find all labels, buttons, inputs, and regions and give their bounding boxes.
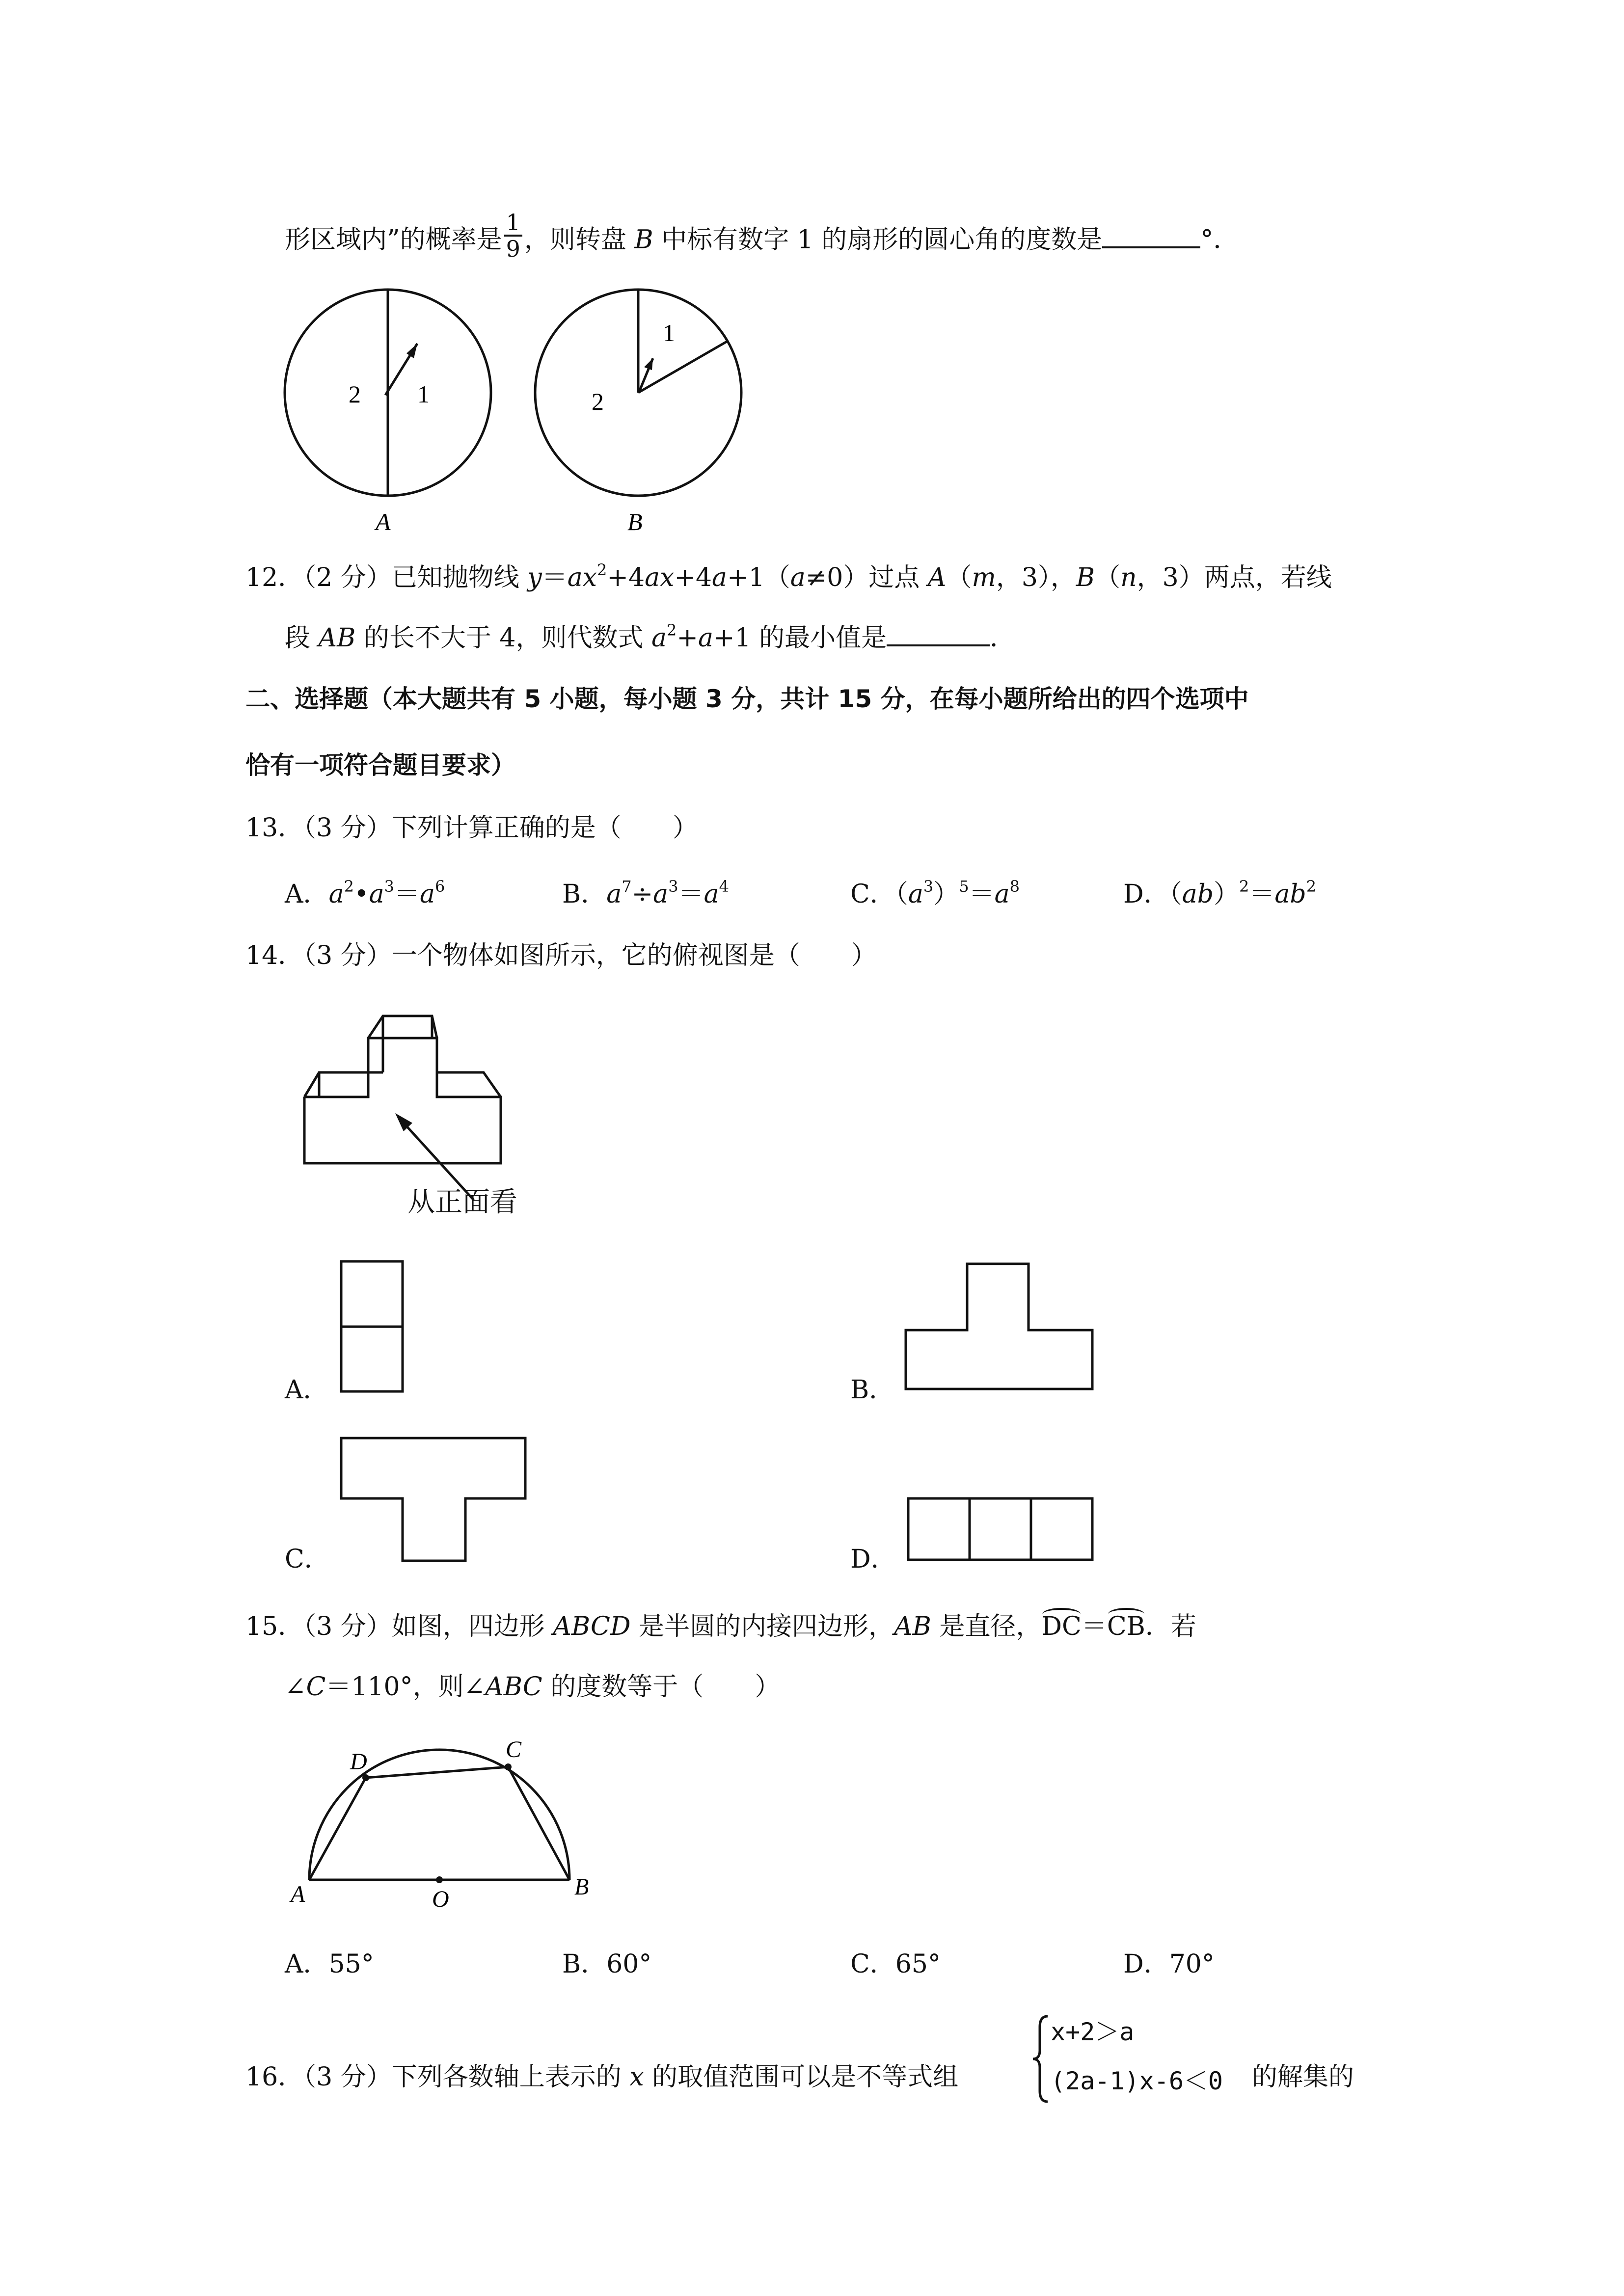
answer-blank[interactable]: [1102, 223, 1200, 248]
q12-line2: 段 AB 的长不大于 4，则代数式 $a^2+a+1$ 的最小值是 ．: [285, 621, 1016, 653]
q13-option-a[interactable]: A．$a^2•a^3=a^6$: [285, 877, 445, 909]
q16-line: 16．（3 分）下列各数轴上表示的 x 的取值范围可以是不等式组: [245, 2062, 959, 2092]
q14-option-c-figure[interactable]: [339, 1436, 530, 1566]
arc-dc: DC: [1041, 1612, 1082, 1641]
spinner-a-name: A: [376, 508, 391, 535]
section-heading: 二、选择题（本大题共有 5 小题，每小题 3 分，共计 15 分，在每小题所给出的四个选项中: [245, 685, 1249, 713]
answer-blank[interactable]: [887, 621, 990, 646]
q15-option-c[interactable]: C．65°: [850, 1949, 941, 1979]
inequality-system: [1031, 2012, 1262, 2106]
q14-option-d-figure[interactable]: [906, 1496, 1097, 1565]
q11-fraction: $\frac{1}{9}$: [504, 210, 522, 261]
spinner-b-name: B: [627, 508, 643, 535]
q12-line1: 12．（2 分）已知抛物线 $y=ax^2+4ax+4a+1(a\ne 0)$过点 A（m，3），B（n，3）两点，若线: [245, 561, 1332, 592]
q15-option-a[interactable]: A．55°: [285, 1949, 374, 1979]
q13-stem: 13．（3 分）下列计算正确的是（ ）: [245, 813, 698, 843]
label-d: D: [350, 1749, 367, 1775]
q11-text-line: 形区域内”的概率是 $\frac{1}{9}$ ，则转盘 B 中标有数字 1 的扇形的圆心角的度数是 °．: [285, 209, 1239, 262]
q14-option-b-label[interactable]: B．: [850, 1375, 895, 1405]
q13-option-b[interactable]: B．$a^7\div a^3=a^4$: [562, 877, 729, 909]
q15-line1: 15．（3 分）如图，四边形 ABCD 是半圆的内接四边形，AB 是直径，DC＝CB．若: [245, 1612, 1196, 1641]
spinner-b: [535, 290, 741, 535]
q16-line-end: 的解集的: [1252, 2062, 1354, 2092]
q14-option-a-figure[interactable]: [339, 1259, 407, 1396]
brace-icon: [1031, 2012, 1051, 2106]
q14-option-b-figure[interactable]: [903, 1261, 1097, 1394]
label-o: O: [432, 1886, 449, 1912]
spinner-a: [285, 290, 491, 535]
spinner-b-rest-label: 2: [592, 388, 604, 415]
q14-option-c-label[interactable]: C．: [285, 1545, 330, 1574]
spinner-a-label-1: 1: [417, 380, 430, 408]
q14-option-a-label[interactable]: A．: [285, 1375, 329, 1405]
q15-option-d[interactable]: D．70°: [1123, 1949, 1215, 1979]
inequality-1: x+2＞a: [1051, 2018, 1135, 2046]
arc-cb: CB: [1107, 1612, 1145, 1641]
q14-option-d-label[interactable]: D．: [850, 1545, 896, 1574]
q11-figure-spinners: [275, 285, 815, 540]
q13-option-d[interactable]: D．$(ab)^2=ab^2$: [1123, 877, 1317, 909]
label-b: B: [574, 1874, 589, 1900]
spinner-a-label-2: 2: [349, 380, 361, 408]
q15-option-b[interactable]: B．60°: [562, 1949, 652, 1979]
q15-line2: ∠C＝110°，则∠ABC 的度数等于（ ）: [285, 1672, 781, 1702]
q13-option-c[interactable]: C．$(a^3)^5=a^8$: [850, 877, 1020, 909]
q15-semicircle-figure: [280, 1733, 623, 1919]
label-a: A: [291, 1881, 305, 1907]
inequality-2: (2a-1)x-6＜0: [1051, 2067, 1223, 2095]
section-heading-line2: 恰有一项符合题目要求）: [245, 751, 515, 779]
label-c: C: [506, 1736, 522, 1762]
q14-caption: 从正面看: [407, 1186, 517, 1218]
spinner-b-sector-label: 1: [663, 319, 675, 347]
q14-stem: 14．（3 分）一个物体如图所示，它的俯视图是（ ）: [245, 941, 877, 970]
